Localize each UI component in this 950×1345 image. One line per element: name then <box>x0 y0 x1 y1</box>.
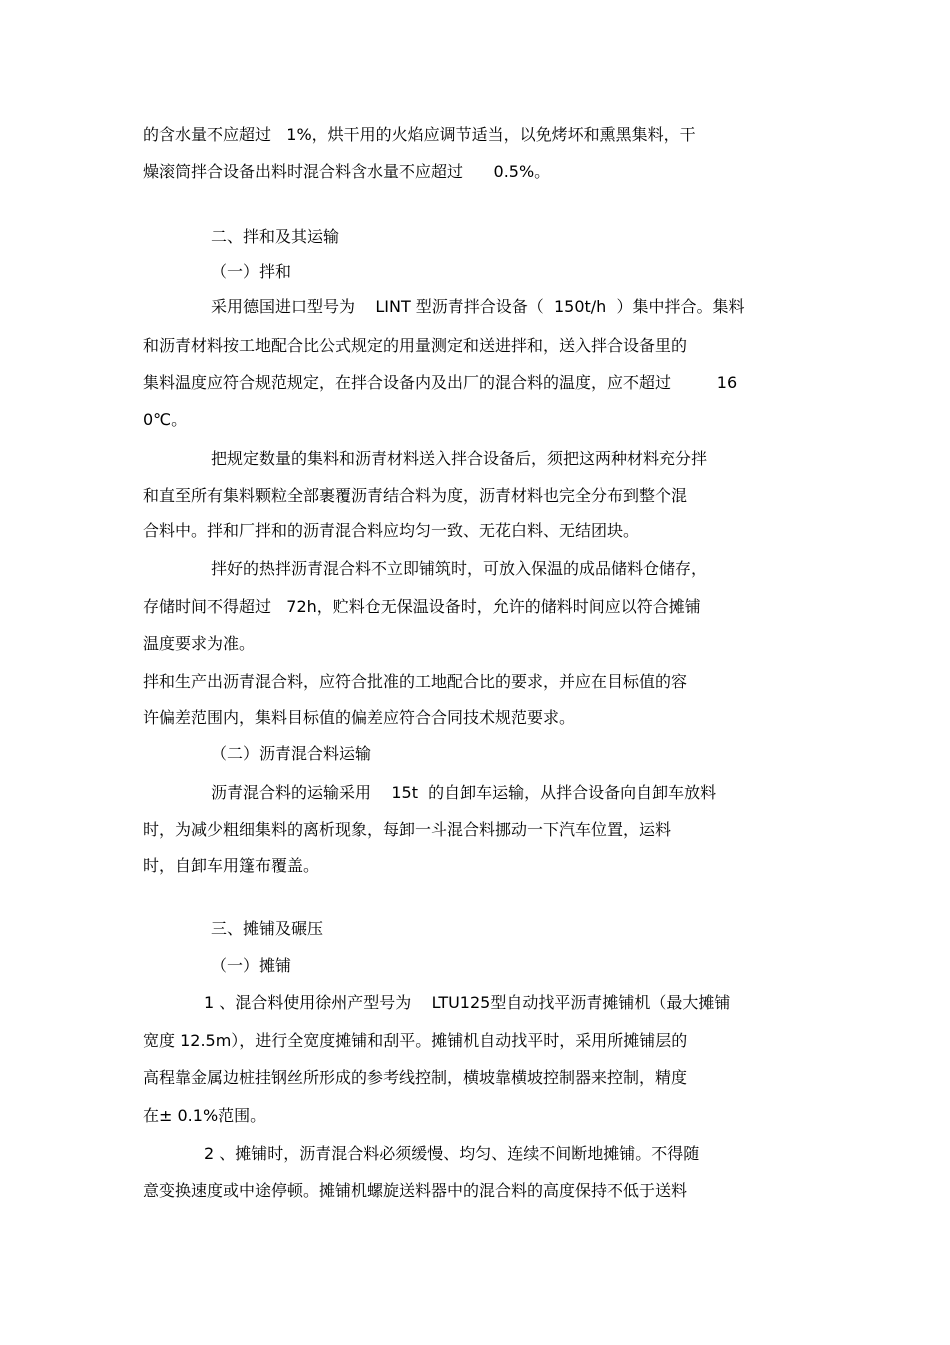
text-line: 沥青混合料的运输采用 15t 的自卸车运输，从拌合设备向自卸车放料 <box>211 783 717 802</box>
text-line: 许偏差范围内，集料目标值的偏差应符合合同技术规范要求。 <box>143 708 576 727</box>
text-line: 时，自卸车用篷布覆盖。 <box>143 856 320 875</box>
text-line: 存储时间不得超过 72h，贮料仓无保温设备时，允许的储料时间应以符合摊铺 <box>143 597 701 616</box>
text-line: 集料温度应符合规范规定，在拌合设备内及出厂的混合料的温度，应不超过 16 <box>143 373 738 392</box>
text-line: 燥滚筒拌合设备出料时混合料含水量不应超过 0.5%。 <box>143 162 551 181</box>
text-line: 把规定数量的集料和沥青材料送入拌合设备后，须把这两种材料充分拌 <box>211 449 708 468</box>
text-line: 高程靠金属边桩挂钢丝所形成的参考线控制，横坡靠横坡控制器来控制，精度 <box>143 1068 688 1087</box>
subsection-heading: （一）拌和 <box>211 262 292 281</box>
text-line: 意变换速度或中途停顿。摊铺机螺旋送料器中的混合料的高度保持不低于送料 <box>143 1181 688 1200</box>
text-line: 0℃。 <box>143 410 188 429</box>
text-line: 的含水量不应超过 1%，烘干用的火焰应调节适当，以免烤坏和熏黑集料，干 <box>143 125 696 144</box>
text-line: 拌好的热拌沥青混合料不立即铺筑时，可放入保温的成品储料仓储存， <box>211 559 708 578</box>
section-heading: 二、拌和及其运输 <box>211 227 340 246</box>
text-line: 和直至所有集料颗粒全部裹覆沥青结合料为度，沥青材料也完全分布到整个混 <box>143 486 688 505</box>
text-line: 拌和生产出沥青混合料，应符合批准的工地配合比的要求，并应在目标值的容 <box>143 672 688 691</box>
text-line: 1 、混合料使用徐州产型号为 LTU125型自动找平沥青摊铺机（最大摊铺 <box>204 993 731 1012</box>
text-line: 温度要求为准。 <box>143 634 256 653</box>
section-heading: 三、摊铺及碾压 <box>211 919 324 938</box>
subsection-heading: （二）沥青混合料运输 <box>211 744 372 763</box>
text-line: 在± 0.1%范围。 <box>143 1106 267 1125</box>
subsection-heading: （一）摊铺 <box>211 956 292 975</box>
text-line: 合料中。拌和厂拌和的沥青混合料应均匀一致、无花白料、无结团块。 <box>143 521 640 540</box>
text-line: 采用德国进口型号为 LINT 型沥青拌合设备（ 150t/h ）集中拌合。集料 <box>211 297 745 316</box>
text-line: 宽度 12.5m），进行全宽度摊铺和刮平。摊铺机自动找平时，采用所摊铺层的 <box>143 1031 688 1050</box>
text-line: 时，为减少粗细集料的离析现象，每卸一斗混合料挪动一下汽车位置，运料 <box>143 820 672 839</box>
text-line: 和沥青材料按工地配合比公式规定的用量测定和送进拌和，送入拌合设备里的 <box>143 336 688 355</box>
text-line: 2 、摊铺时，沥青混合料必须缓慢、均匀、连续不间断地摊铺。不得随 <box>204 1144 700 1163</box>
